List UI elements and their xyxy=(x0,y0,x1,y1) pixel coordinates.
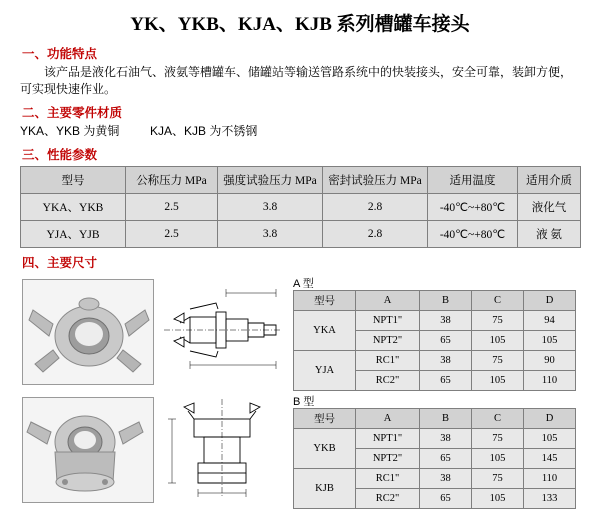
cell: 65 xyxy=(420,489,472,509)
cell: 133 xyxy=(524,489,576,509)
dimension-table-b xyxy=(293,408,576,509)
section-heading-dimensions: 四、主要尺寸 xyxy=(22,256,98,270)
cell: RC1" xyxy=(356,469,420,489)
cell: 液 氨 xyxy=(518,221,581,248)
table-row xyxy=(21,221,581,248)
cell: 3.8 xyxy=(218,221,323,248)
coupling-drawing-a-type xyxy=(160,279,285,383)
cell: 94 xyxy=(524,311,576,331)
features-body: 该产品是液化石油气、液氨等槽罐车、储罐站等输送管路系统中的快装接头，安全可靠，装卸方便，可实现快速作业。 xyxy=(20,65,573,96)
table-row xyxy=(294,469,576,489)
col-header: D xyxy=(524,409,576,429)
section-heading-material: 二、主要零件材质 xyxy=(22,106,123,120)
material-line-2: KJA、KJB 为不锈钢 xyxy=(150,124,258,138)
col-header: 强度试验压力 MPa xyxy=(218,167,323,194)
cell: RC2" xyxy=(356,371,420,391)
section-heading-performance: 三、性能参数 xyxy=(22,148,98,162)
cell: 2.5 xyxy=(126,221,218,248)
cell: 105 xyxy=(472,489,524,509)
table-header-row xyxy=(294,291,576,311)
table-row xyxy=(294,311,576,331)
dimension-table-b-label: B 型 xyxy=(293,396,315,408)
table-row xyxy=(21,194,581,221)
cell: 105 xyxy=(524,331,576,351)
cell: 75 xyxy=(472,469,524,489)
cell: NPT1" xyxy=(356,429,420,449)
col-header: 适用介质 xyxy=(518,167,581,194)
material-lines xyxy=(20,123,580,140)
cell: 110 xyxy=(524,469,576,489)
table-row xyxy=(294,351,576,371)
dimension-table-a-label: A 型 xyxy=(293,278,314,290)
cell: 105 xyxy=(472,331,524,351)
cell: 90 xyxy=(524,351,576,371)
cell: 38 xyxy=(420,429,472,449)
table-header-row xyxy=(21,167,581,194)
col-header: B xyxy=(420,291,472,311)
cell: 110 xyxy=(524,371,576,391)
cell: 75 xyxy=(472,429,524,449)
col-header: 密封试验压力 MPa xyxy=(323,167,428,194)
cell: 65 xyxy=(420,331,472,351)
cell: 液化气 xyxy=(518,194,581,221)
col-header: 型号 xyxy=(294,409,356,429)
coupling-drawing-b-type xyxy=(160,397,285,501)
cell: 105 xyxy=(472,371,524,391)
material-line-1: YKA、YKB 为黄铜 xyxy=(20,124,120,138)
col-header: 适用温度 xyxy=(428,167,518,194)
cell: 105 xyxy=(472,449,524,469)
cell: 2.8 xyxy=(323,221,428,248)
dimensions-area xyxy=(0,275,600,515)
performance-table-wrap xyxy=(20,166,580,248)
section-heading-features: 一、功能特点 xyxy=(22,47,98,61)
cell: 38 xyxy=(420,469,472,489)
cell: RC1" xyxy=(356,351,420,371)
col-header: C xyxy=(472,409,524,429)
table-header-row xyxy=(294,409,576,429)
col-header: A xyxy=(356,409,420,429)
col-header: C xyxy=(472,291,524,311)
coupling-photo-bottom xyxy=(22,397,154,503)
cell: 75 xyxy=(472,351,524,371)
cell: NPT2" xyxy=(356,449,420,469)
cell: 75 xyxy=(472,311,524,331)
table-row xyxy=(294,429,576,449)
col-header: 型号 xyxy=(294,291,356,311)
cell: -40℃~+80℃ xyxy=(428,221,518,248)
cell: YJA、YJB xyxy=(21,221,126,248)
model-cell: KJB xyxy=(294,469,356,509)
cell: 2.8 xyxy=(323,194,428,221)
cell: 145 xyxy=(524,449,576,469)
cell: -40℃~+80℃ xyxy=(428,194,518,221)
performance-table xyxy=(20,166,581,248)
coupling-photo-top xyxy=(22,279,154,385)
cell: 38 xyxy=(420,311,472,331)
col-header: 型号 xyxy=(21,167,126,194)
cell: 38 xyxy=(420,351,472,371)
cell: 2.5 xyxy=(126,194,218,221)
model-cell: YKB xyxy=(294,429,356,469)
cell: RC2" xyxy=(356,489,420,509)
dimension-table-a xyxy=(293,290,576,391)
page-title: YK、YKB、KJA、KJB 系列槽罐车接头 xyxy=(130,14,470,35)
cell: NPT1" xyxy=(356,311,420,331)
col-header: D xyxy=(524,291,576,311)
cell: 3.8 xyxy=(218,194,323,221)
col-header: 公称压力 MPa xyxy=(126,167,218,194)
cell: YKA、YKB xyxy=(21,194,126,221)
cell: 65 xyxy=(420,371,472,391)
cell: 65 xyxy=(420,449,472,469)
model-cell: YKA xyxy=(294,311,356,351)
cell: NPT2" xyxy=(356,331,420,351)
model-cell: YJA xyxy=(294,351,356,391)
cell: 105 xyxy=(524,429,576,449)
col-header: A xyxy=(356,291,420,311)
col-header: B xyxy=(420,409,472,429)
